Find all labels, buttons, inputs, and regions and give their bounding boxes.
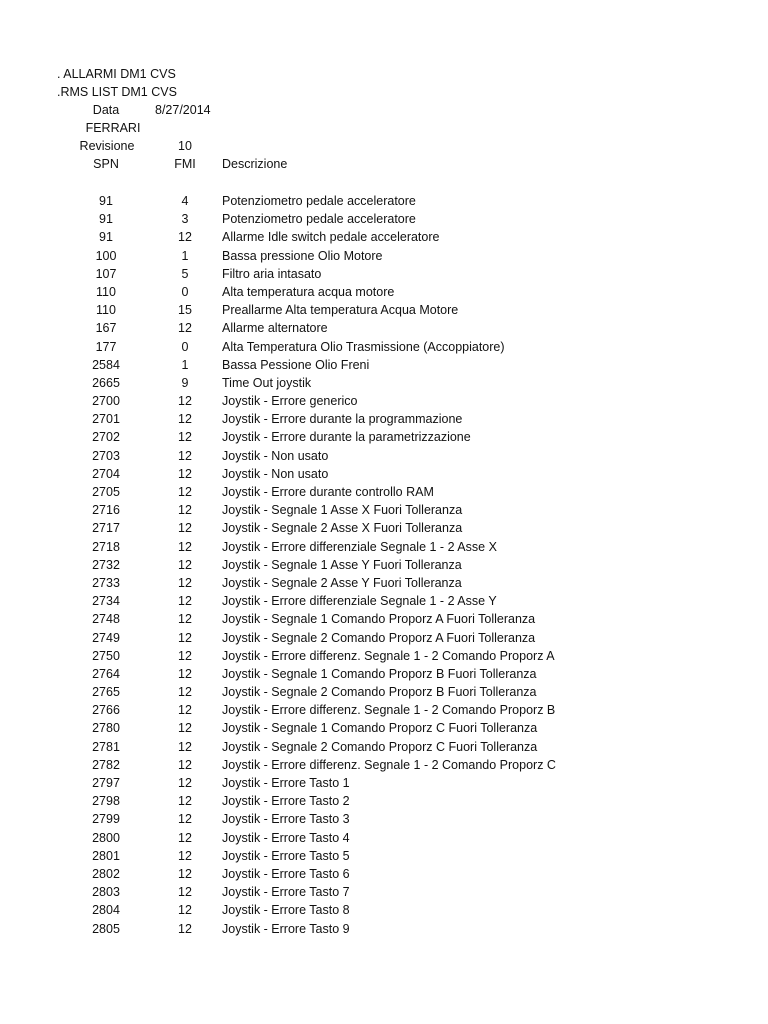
fmi-cell: 12 bbox=[178, 521, 192, 536]
description-cell: Potenziometro pedale acceleratore bbox=[222, 212, 416, 227]
fmi-cell: 12 bbox=[178, 648, 192, 663]
fmi-cell: 12 bbox=[178, 921, 192, 936]
description-cell: Joystik - Errore Tasto 2 bbox=[222, 794, 350, 809]
fmi-cell: 12 bbox=[178, 866, 192, 881]
description-cell: Joystik - Errore durante la parametrizzazione bbox=[222, 430, 471, 445]
date-value: 8/27/2014 bbox=[155, 103, 211, 117]
description-cell: Joystik - Segnale 2 Comando Proporz B Fuori Tolleranza bbox=[222, 685, 537, 700]
table-row bbox=[0, 847, 768, 865]
description-cell: Joystik - Segnale 2 Comando Proporz A Fuori Tolleranza bbox=[222, 630, 536, 645]
spn-cell: 2717 bbox=[92, 521, 120, 536]
column-header-fmi: FMI bbox=[174, 157, 196, 171]
revision-value: 10 bbox=[178, 139, 192, 153]
fmi-cell: 0 bbox=[181, 339, 189, 354]
table-row bbox=[0, 192, 768, 210]
spn-cell: 2733 bbox=[92, 575, 120, 590]
fmi-cell: 12 bbox=[178, 812, 192, 827]
spn-cell: 91 bbox=[99, 212, 113, 227]
table-row bbox=[0, 319, 768, 337]
description-cell: Joystik - Errore Tasto 4 bbox=[222, 830, 350, 845]
table-row bbox=[0, 683, 768, 701]
description-cell: Joystik - Errore differenziale Segnale 1 - 2 Asse X bbox=[222, 539, 497, 554]
fmi-cell: 12 bbox=[178, 612, 192, 627]
description-cell: Joystik - Segnale 2 Comando Proporz C Fuori Tolleranza bbox=[222, 739, 538, 754]
table-row bbox=[0, 901, 768, 919]
fmi-cell: 12 bbox=[178, 503, 192, 518]
description-cell: Joystik - Errore durante controllo RAM bbox=[222, 485, 434, 499]
fmi-cell: 12 bbox=[178, 721, 192, 736]
spn-cell: 2800 bbox=[92, 830, 120, 845]
fmi-cell: 12 bbox=[178, 466, 192, 481]
table-row bbox=[0, 374, 768, 392]
table-row bbox=[0, 665, 768, 683]
fmi-cell: 12 bbox=[178, 903, 192, 918]
table-row bbox=[0, 410, 768, 428]
description-cell: Joystik - Errore Tasto 5 bbox=[222, 848, 350, 863]
description-cell: Joystik - Errore Tasto 7 bbox=[222, 885, 350, 900]
description-cell: Joystik - Errore generico bbox=[222, 394, 358, 409]
table-row bbox=[0, 920, 768, 938]
table-row bbox=[0, 610, 768, 628]
date-label: Data bbox=[92, 103, 120, 117]
fmi-cell: 12 bbox=[178, 885, 192, 900]
description-cell: Joystik - Errore differenz. Segnale 1 - 2 Comando Proporz B bbox=[222, 703, 556, 718]
spn-cell: 167 bbox=[95, 321, 117, 336]
description-cell: Filtro aria intasato bbox=[222, 266, 322, 281]
fmi-cell: 12 bbox=[178, 412, 192, 427]
fmi-cell: 12 bbox=[178, 666, 192, 681]
description-cell: Bassa pressione Olio Motore bbox=[222, 248, 383, 263]
spn-cell: 2799 bbox=[92, 812, 120, 827]
spn-cell: 2782 bbox=[92, 757, 120, 772]
description-cell: Joystik - Errore durante la programmazione bbox=[222, 412, 463, 427]
spn-cell: 2703 bbox=[92, 448, 120, 463]
fmi-cell: 12 bbox=[178, 430, 192, 445]
sheet-subtitle: .RMS LIST DM1 CVS bbox=[57, 85, 177, 99]
table-row bbox=[0, 629, 768, 647]
fmi-cell: 12 bbox=[178, 485, 192, 499]
spn-cell: 2797 bbox=[92, 776, 120, 790]
alarm-table bbox=[0, 192, 768, 938]
description-cell: Time Out joystik bbox=[222, 375, 312, 390]
spn-cell: 2584 bbox=[92, 357, 120, 372]
description-cell: Potenziometro pedale acceleratore bbox=[222, 194, 416, 208]
fmi-cell: 12 bbox=[178, 739, 192, 754]
spn-cell: 2780 bbox=[92, 721, 120, 736]
table-row bbox=[0, 738, 768, 756]
spn-cell: 2748 bbox=[92, 612, 120, 627]
table-row bbox=[0, 501, 768, 519]
description-cell: Joystik - Errore differenz. Segnale 1 - 2 Comando Proporz A bbox=[222, 648, 555, 663]
fmi-cell: 9 bbox=[181, 375, 189, 390]
spn-cell: 91 bbox=[99, 230, 113, 245]
description-cell: Joystik - Segnale 1 Comando Proporz C Fuori Tolleranza bbox=[222, 721, 538, 736]
fmi-cell: 12 bbox=[178, 830, 192, 845]
description-cell: Joystik - Errore Tasto 3 bbox=[222, 812, 350, 827]
table-row bbox=[0, 829, 768, 847]
table-row bbox=[0, 592, 768, 610]
table-row bbox=[0, 810, 768, 828]
fmi-cell: 12 bbox=[178, 776, 192, 790]
spn-cell: 2803 bbox=[92, 885, 120, 900]
column-header-spn: SPN bbox=[93, 157, 119, 171]
description-cell: Bassa Pessione Olio Freni bbox=[222, 357, 370, 372]
spn-cell: 2701 bbox=[92, 412, 120, 427]
table-row bbox=[0, 519, 768, 537]
spn-cell: 2765 bbox=[92, 685, 120, 700]
table-row bbox=[0, 356, 768, 374]
company-name: FERRARI bbox=[85, 121, 141, 135]
table-row bbox=[0, 283, 768, 301]
table-row bbox=[0, 556, 768, 574]
spn-cell: 91 bbox=[99, 194, 113, 208]
table-row bbox=[0, 338, 768, 356]
fmi-cell: 12 bbox=[178, 685, 192, 700]
description-cell: Joystik - Segnale 1 Asse Y Fuori Tolleranza bbox=[222, 557, 462, 572]
spn-cell: 2665 bbox=[92, 375, 120, 390]
description-cell: Joystik - Errore differenz. Segnale 1 - 2 Comando Proporz C bbox=[222, 757, 556, 772]
sheet-title: . ALLARMI DM1 CVS bbox=[57, 67, 176, 81]
table-row bbox=[0, 719, 768, 737]
table-row bbox=[0, 483, 768, 501]
description-cell: Alta temperatura acqua motore bbox=[222, 284, 395, 299]
spn-cell: 2702 bbox=[92, 430, 120, 445]
description-cell: Joystik - Errore Tasto 8 bbox=[222, 903, 350, 918]
fmi-cell: 12 bbox=[178, 230, 192, 245]
description-cell: Preallarme Alta temperatura Acqua Motore bbox=[222, 303, 459, 318]
spn-cell: 2781 bbox=[92, 739, 120, 754]
fmi-cell: 12 bbox=[178, 448, 192, 463]
table-row bbox=[0, 447, 768, 465]
description-cell: Joystik - Segnale 1 Asse X Fuori Tolleranza bbox=[222, 503, 463, 518]
table-row bbox=[0, 792, 768, 810]
spn-cell: 110 bbox=[96, 284, 116, 299]
spn-cell: 2801 bbox=[92, 848, 120, 863]
description-cell: Joystik - Non usato bbox=[222, 448, 329, 463]
fmi-cell: 12 bbox=[178, 757, 192, 772]
spn-cell: 2732 bbox=[92, 557, 120, 572]
spn-cell: 2804 bbox=[92, 903, 120, 918]
fmi-cell: 12 bbox=[178, 575, 192, 590]
table-row bbox=[0, 756, 768, 774]
spn-cell: 2718 bbox=[92, 539, 120, 554]
spn-cell: 2704 bbox=[92, 466, 120, 481]
fmi-cell: 3 bbox=[181, 212, 189, 227]
description-cell: Joystik - Errore differenziale Segnale 1 - 2 Asse Y bbox=[222, 594, 497, 609]
description-cell: Joystik - Errore Tasto 9 bbox=[222, 921, 350, 936]
description-cell: Joystik - Errore Tasto 1 bbox=[222, 776, 350, 790]
table-row bbox=[0, 883, 768, 901]
fmi-cell: 12 bbox=[178, 630, 192, 645]
spn-cell: 177 bbox=[95, 339, 117, 354]
fmi-cell: 12 bbox=[178, 703, 192, 718]
fmi-cell: 12 bbox=[178, 394, 192, 409]
table-row bbox=[0, 574, 768, 592]
spn-cell: 2734 bbox=[92, 594, 120, 609]
table-row bbox=[0, 428, 768, 446]
description-cell: Joystik - Segnale 1 Comando Proporz A Fuori Tolleranza bbox=[222, 612, 536, 627]
description-cell: Joystik - Segnale 2 Asse X Fuori Tolleranza bbox=[222, 521, 463, 536]
spn-cell: 2750 bbox=[92, 648, 120, 663]
revision-label: Revisione bbox=[79, 139, 135, 153]
table-row bbox=[0, 465, 768, 483]
fmi-cell: 4 bbox=[181, 194, 189, 208]
spn-cell: 107 bbox=[95, 266, 117, 281]
spn-cell: 2700 bbox=[92, 394, 120, 409]
fmi-cell: 1 bbox=[181, 357, 189, 372]
spn-cell: 110 bbox=[96, 303, 116, 318]
spn-cell: 2798 bbox=[92, 794, 120, 809]
fmi-cell: 0 bbox=[181, 284, 189, 299]
table-row bbox=[0, 265, 768, 283]
fmi-cell: 15 bbox=[178, 303, 192, 318]
fmi-cell: 1 bbox=[181, 248, 189, 263]
spn-cell: 2716 bbox=[92, 503, 120, 518]
table-row bbox=[0, 301, 768, 319]
description-cell: Joystik - Errore Tasto 6 bbox=[222, 866, 350, 881]
table-row bbox=[0, 538, 768, 556]
description-cell: Joystik - Segnale 2 Asse Y Fuori Tolleranza bbox=[222, 575, 462, 590]
fmi-cell: 12 bbox=[178, 557, 192, 572]
fmi-cell: 12 bbox=[178, 321, 192, 336]
column-header-description: Descrizione bbox=[222, 157, 288, 171]
spn-cell: 2764 bbox=[92, 666, 120, 681]
spn-cell: 2805 bbox=[92, 921, 120, 936]
table-row bbox=[0, 228, 768, 246]
table-row bbox=[0, 774, 768, 792]
fmi-cell: 5 bbox=[181, 266, 189, 281]
table-row bbox=[0, 865, 768, 883]
description-cell: Alta Temperatura Olio Trasmissione (Accoppiatore) bbox=[222, 339, 505, 354]
description-cell: Allarme alternatore bbox=[222, 321, 328, 336]
table-row bbox=[0, 247, 768, 265]
spn-cell: 2766 bbox=[92, 703, 120, 718]
fmi-cell: 12 bbox=[178, 794, 192, 809]
description-cell: Allarme Idle switch pedale acceleratore bbox=[222, 230, 440, 245]
fmi-cell: 12 bbox=[178, 539, 192, 554]
spn-cell: 2749 bbox=[92, 630, 120, 645]
spn-cell: 2705 bbox=[92, 485, 120, 499]
description-cell: Joystik - Segnale 1 Comando Proporz B Fuori Tolleranza bbox=[222, 666, 537, 681]
table-row bbox=[0, 701, 768, 719]
spn-cell: 2802 bbox=[92, 866, 120, 881]
description-cell: Joystik - Non usato bbox=[222, 466, 329, 481]
fmi-cell: 12 bbox=[178, 848, 192, 863]
table-row bbox=[0, 647, 768, 665]
table-row bbox=[0, 392, 768, 410]
spn-cell: 100 bbox=[95, 248, 117, 263]
table-row bbox=[0, 210, 768, 228]
fmi-cell: 12 bbox=[178, 594, 192, 609]
